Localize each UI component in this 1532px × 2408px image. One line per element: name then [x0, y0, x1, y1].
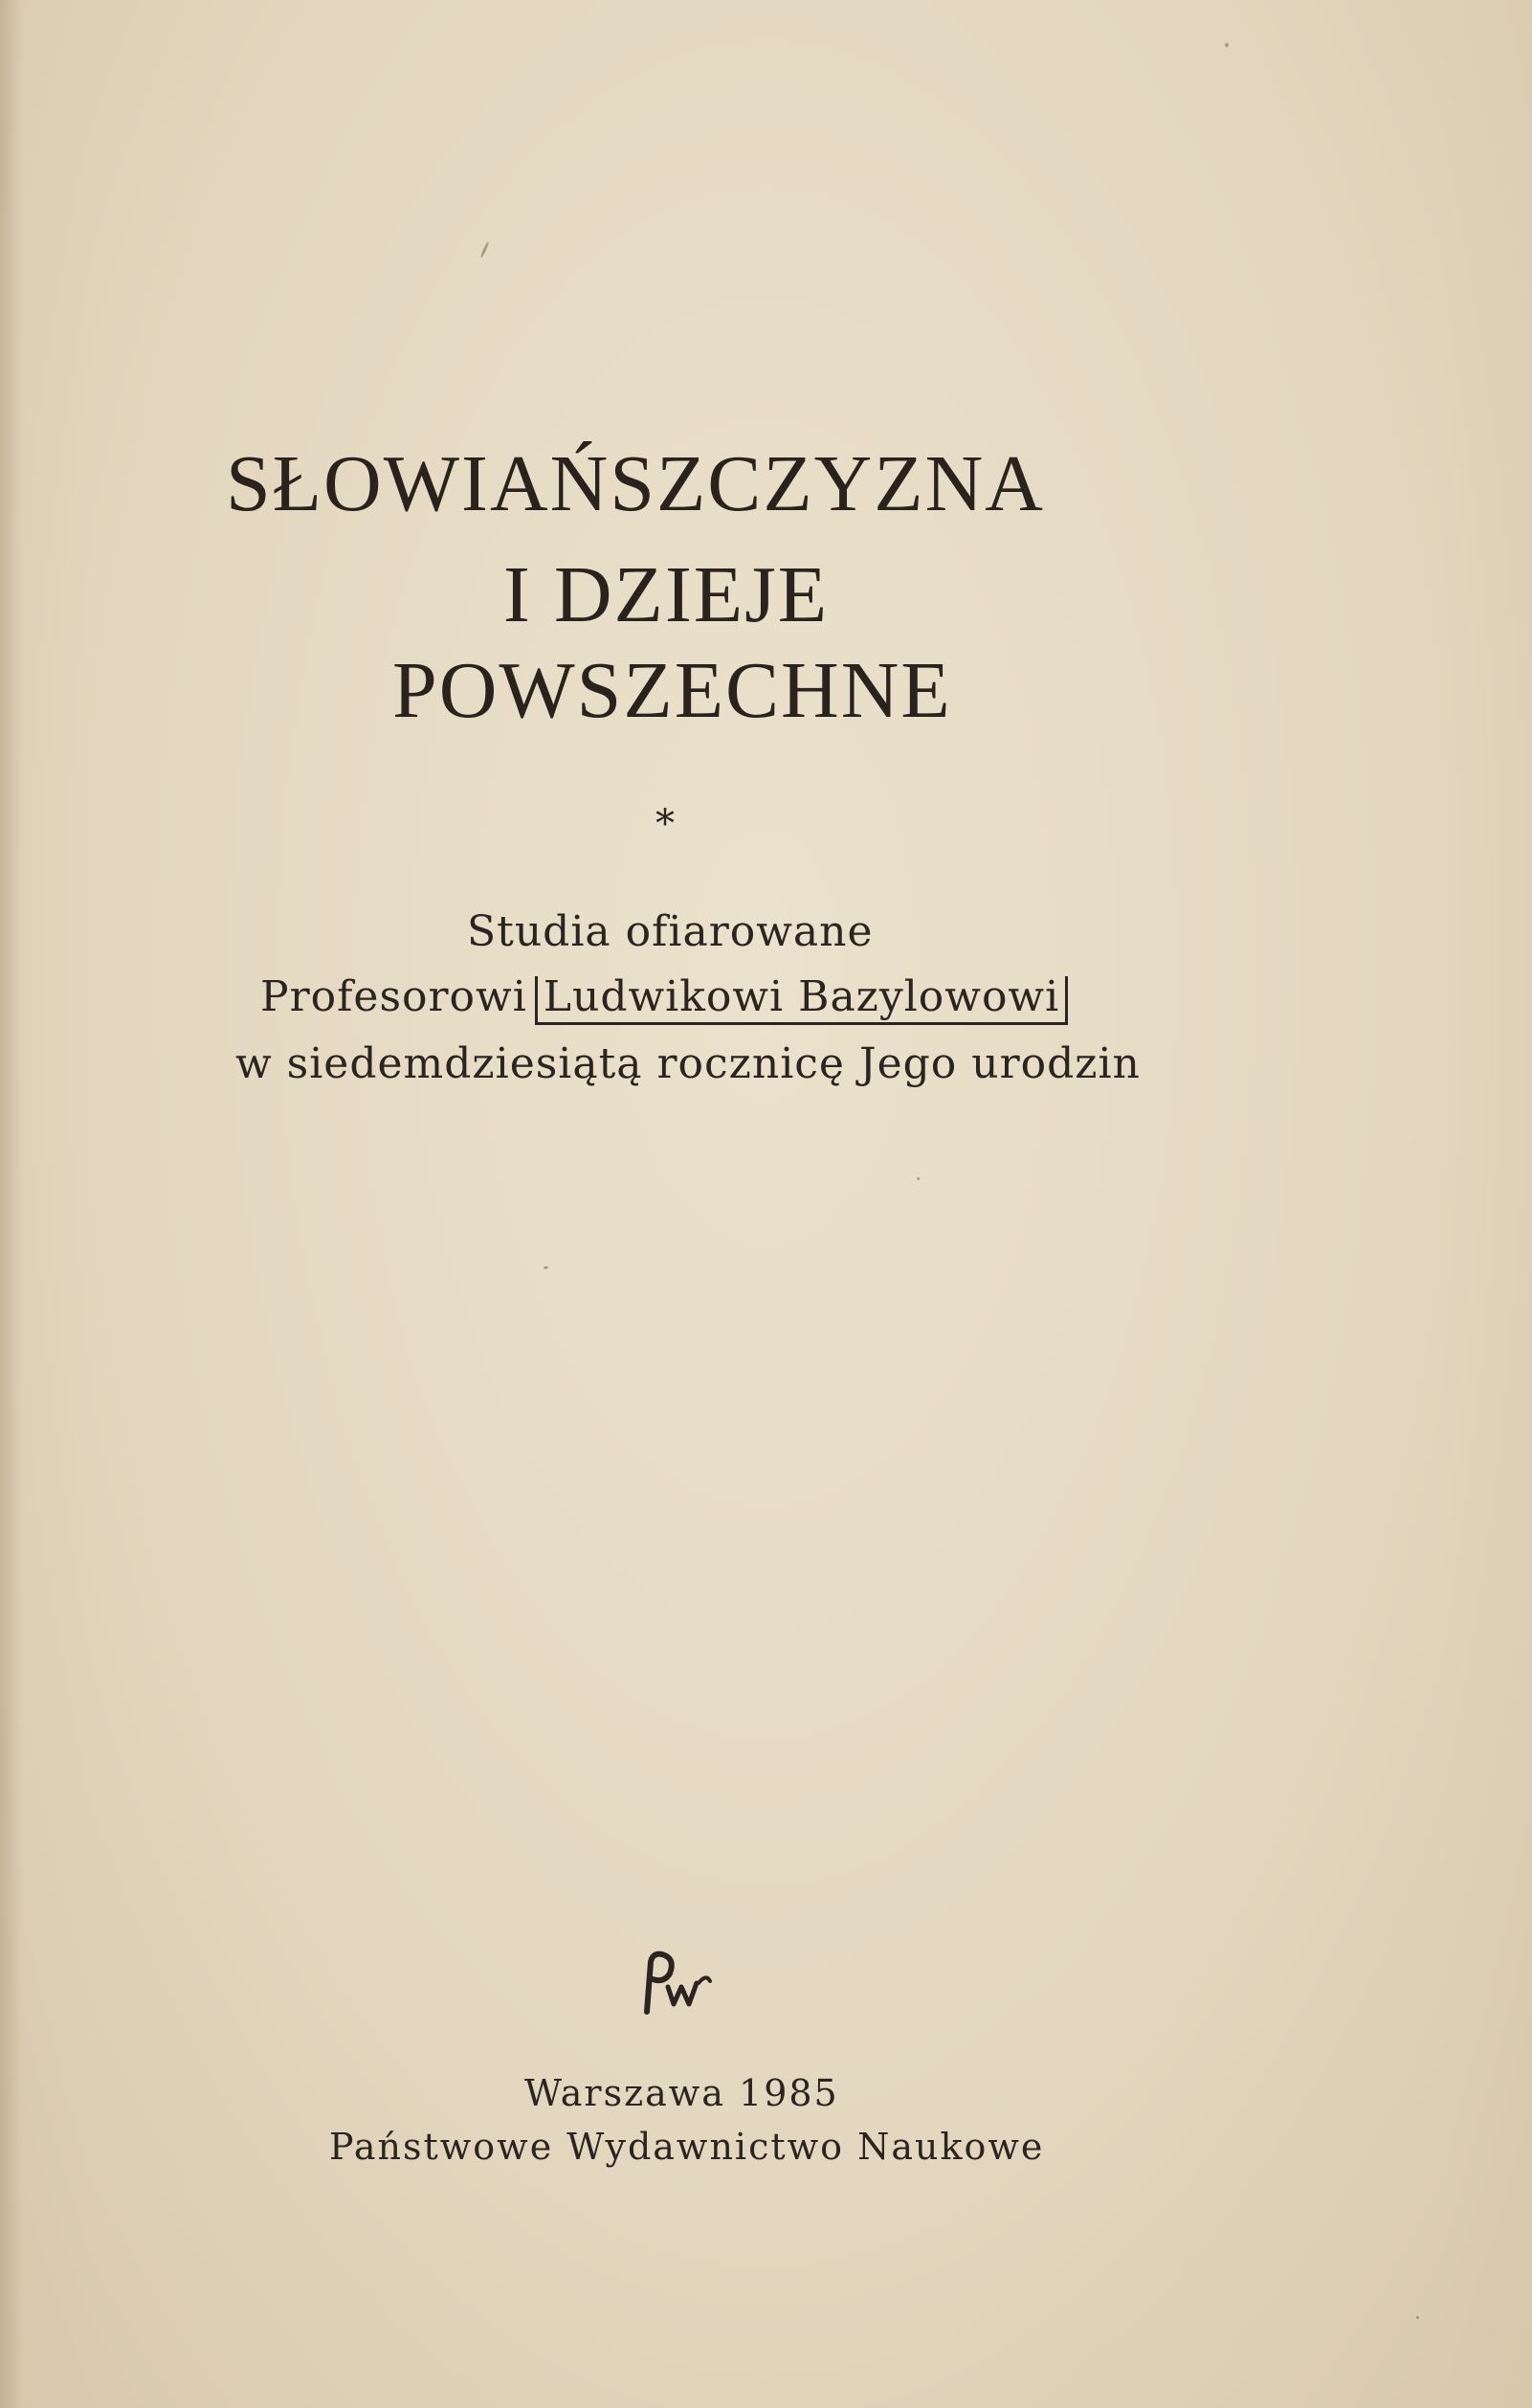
title-line-3: POWSZECHNE	[392, 646, 952, 735]
dedication-line-1: Studia ofiarowane	[467, 907, 874, 956]
title-line-2: I DZIEJE	[502, 550, 830, 639]
paper-speck	[1225, 43, 1229, 47]
paper-speck	[917, 1177, 920, 1180]
dedication-prefix: Profesorowi	[260, 972, 527, 1021]
dedication-line-2	[260, 972, 1068, 1025]
page-edge-shadow	[0, 0, 23, 2408]
publisher-logo-icon	[630, 1945, 725, 2021]
honoree-name: Ludwikowi Bazylowowi	[535, 976, 1068, 1025]
imprint-place-year: Warszawa 1985	[524, 2072, 839, 2114]
imprint-publisher: Państwowe Wydawnictwo Naukowe	[329, 2126, 1045, 2168]
paper-speck	[1416, 2316, 1419, 2319]
dedication-line-3: w siedemdziesiątą rocznicę Jego urodzin	[235, 1039, 1141, 1088]
title-line-1: SŁOWIAŃSZCZYZNA	[226, 439, 1045, 528]
asterisk-ornament: *	[655, 802, 675, 846]
paper-speck	[544, 1266, 548, 1269]
